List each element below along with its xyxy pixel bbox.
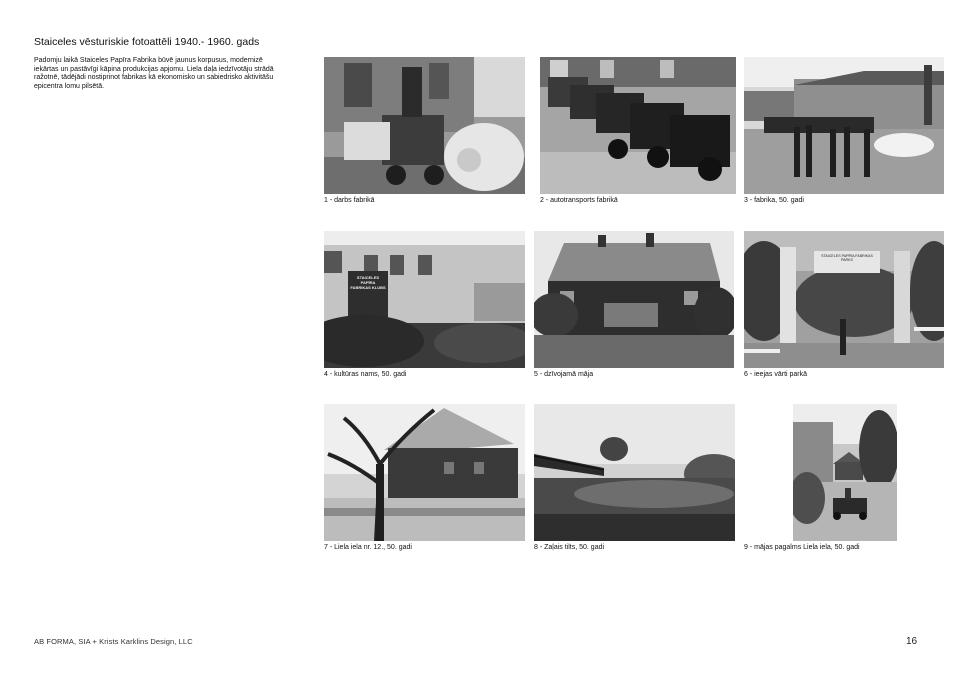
photo-card-6 xyxy=(744,231,944,383)
photo-4-sign: STAICELES PAPĪRA FABRIKAS KLUBS xyxy=(350,275,386,290)
photo-card-9 xyxy=(744,404,944,556)
footer-credits: AB FORMA, SIA + Krists Karklins Design, LLC xyxy=(34,637,193,646)
photo-1-caption: 1 - darbs fabrikā xyxy=(324,197,375,204)
photo-4-caption: 4 - kultūras nams, 50. gadi xyxy=(324,371,407,378)
page-title: Staiceles vēsturiskie fotoattēli 1940.- 1960. gads xyxy=(34,36,260,48)
photo-4-image xyxy=(324,231,525,368)
intro-paragraph: Padomju laikā Staiceles Papīra Fabrika būvē jaunus korpusus, modernizē iekārtas un pastāvīgi kāpina produkcijas apjomu. Liela daļa iedzīvotāju strādā ražotnē, tādējādi nostiprinot fabrikas kā ekonomisko un sabiedrisko aktivitāšu epicentra lomu pilsētā. xyxy=(34,57,274,90)
photo-card-7 xyxy=(324,404,525,556)
photo-9-image xyxy=(793,404,897,541)
photo-2-caption: 2 - autotransports fabrikā xyxy=(540,197,618,204)
photo-8-image xyxy=(534,404,735,541)
photo-card-4 xyxy=(324,231,525,383)
photo-card-3 xyxy=(744,57,944,209)
photo-6-caption: 6 - ieejas vārti parkā xyxy=(744,371,808,378)
photo-5-caption: 5 - dzīvojamā māja xyxy=(534,371,594,378)
photo-3-image xyxy=(744,57,944,194)
photo-card-1 xyxy=(324,57,525,209)
photo-8-caption: 8 - Zaļais tilts, 50. gadi xyxy=(534,544,605,551)
photo-7-caption: 7 - Liela iela nr. 12., 50. gadi xyxy=(324,544,412,551)
page-number: 16 xyxy=(906,636,918,647)
photo-2-image xyxy=(540,57,736,194)
photo-1-image xyxy=(324,57,525,194)
photo-9-caption: 9 - mājas pagalms Liela iela, 50. gadi xyxy=(744,544,860,551)
photo-card-5 xyxy=(534,231,734,383)
photo-card-2 xyxy=(540,57,736,209)
photo-7-image xyxy=(324,404,525,541)
photo-3-caption: 3 - fabrika, 50. gadi xyxy=(744,197,804,204)
photo-6-image xyxy=(744,231,944,368)
photo-6-sign: STAICELES PAPĪRA FABRIKAS PARKS xyxy=(821,254,873,263)
photo-5-image xyxy=(534,231,734,368)
photo-card-8 xyxy=(534,404,735,556)
